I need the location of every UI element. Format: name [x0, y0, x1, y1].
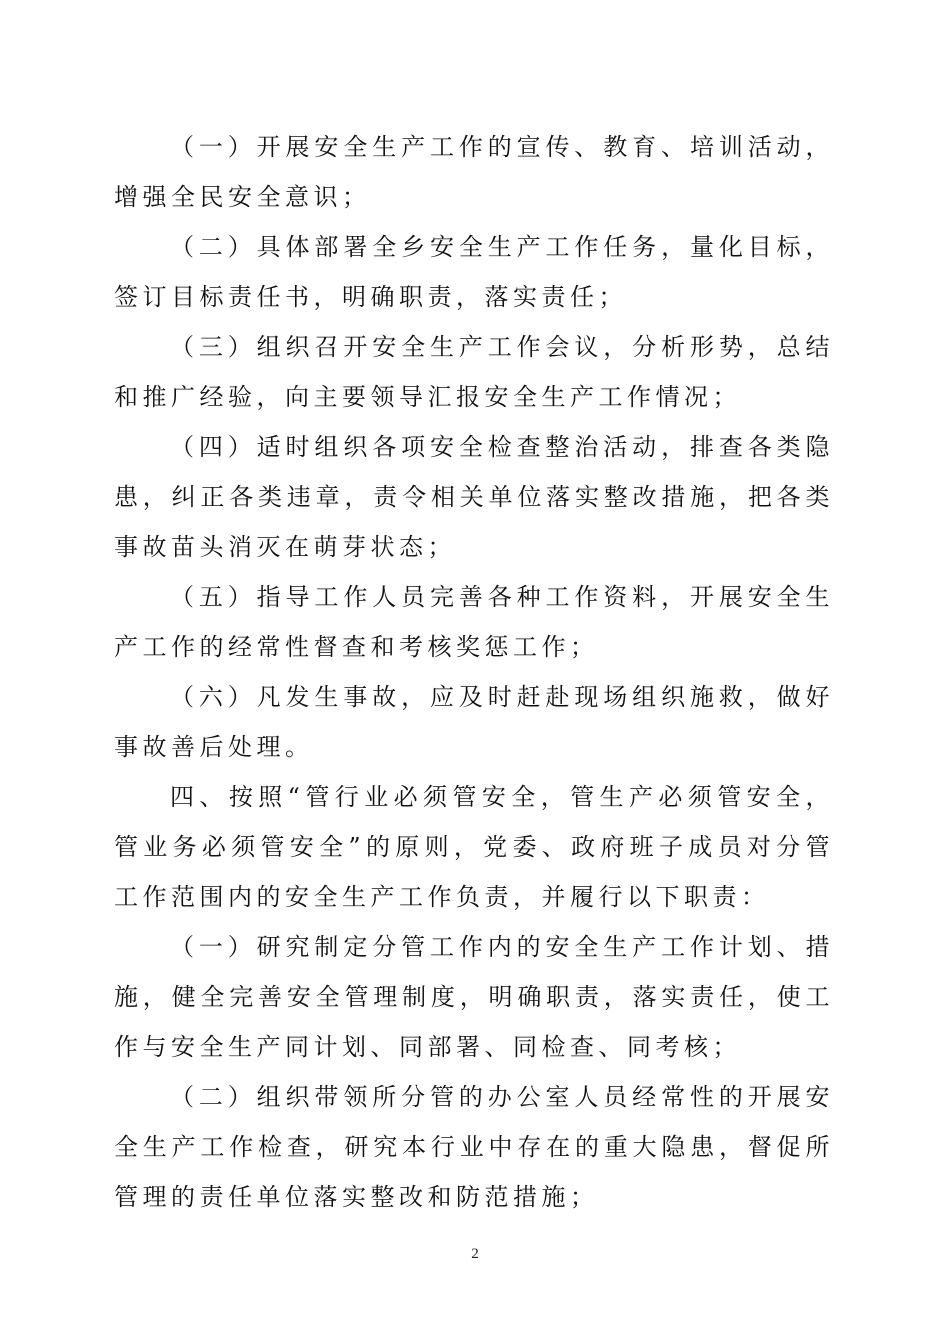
paragraph-9: （二）组织带领所分管的办公室人员经常性的开展安全生产工作检查，研究本行业中存在的重大隐患，督促所管理的责任单位落实整改和防范措施； [114, 1083, 834, 1211]
paragraph-6: （六）凡发生事故，应及时赶赴现场组织施救，做好事故善后处理。 [114, 683, 834, 761]
paragraph-5: （五）指导工作人员完善各种工作资料，开展安全生产工作的经常性督查和考核奖惩工作； [114, 583, 834, 661]
paragraph-8: （一）研究制定分管工作内的安全生产工作计划、措施，健全完善安全管理制度，明确职责，落实责任，使工作与安全生产同计划、同部署、同检查、同考核； [114, 933, 834, 1061]
paragraph-7: 四、按照“管行业必须管安全，管生产必须管安全，管业务必须管安全”的原则，党委、政府班子成员对分管工作范围内的安全生产工作负责，并履行以下职责： [114, 783, 834, 911]
paragraph-4: （四）适时组织各项安全检查整治活动，排查各类隐患，纠正各类违章，责令相关单位落实整改措施，把各类事故苗头消灭在萌芽状态； [114, 433, 834, 561]
page-number: 2 [471, 1246, 479, 1262]
document-body [114, 122, 834, 1222]
paragraph-3: （三）组织召开安全生产工作会议，分析形势，总结和推广经验，向主要领导汇报安全生产工作情况； [114, 333, 834, 411]
paragraph-1: （一）开展安全生产工作的宣传、教育、培训活动，增强全民安全意识； [114, 133, 834, 211]
paragraph-2: （二）具体部署全乡安全生产工作任务，量化目标，签订目标责任书，明确职责，落实责任； [114, 233, 834, 311]
